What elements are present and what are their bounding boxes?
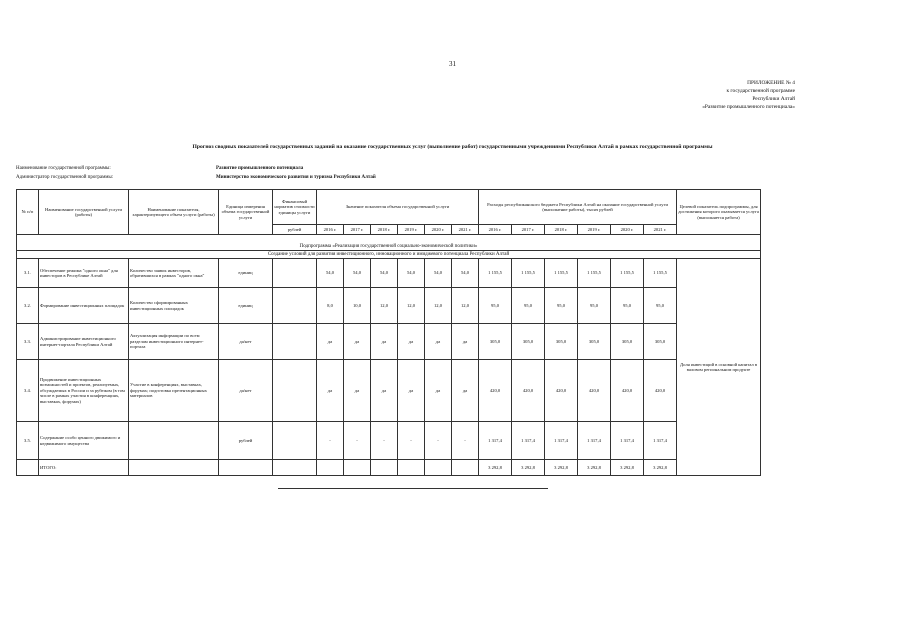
expense-cell: 1 155,5	[512, 259, 545, 288]
expense-cell: 420,0	[512, 360, 545, 422]
volume-cell: -	[371, 422, 398, 460]
total-expense-cell: 3 292,8	[644, 460, 677, 476]
year-header: 2016 г.	[479, 225, 512, 235]
table-row	[17, 324, 761, 360]
forecast-table	[16, 189, 761, 476]
row-normative	[273, 259, 317, 288]
header-normative-unit: рублей	[273, 225, 317, 235]
expense-cell: 1 317,4	[611, 422, 644, 460]
volume-cell: да	[317, 324, 344, 360]
total-expense-cell: 3 292,8	[611, 460, 644, 476]
total-row	[17, 460, 761, 476]
table-row	[17, 288, 761, 324]
expense-cell: 1 317,4	[479, 422, 512, 460]
row-normative	[273, 422, 317, 460]
expense-cell: 1 317,4	[512, 422, 545, 460]
year-header: 2018 г.	[371, 225, 398, 235]
target-cell: Доля инвестиций в основной капитал в валовом региональном продукте	[677, 259, 761, 476]
row-service: Администрирование инвестиционного интернет-портала Республики Алтай	[39, 324, 129, 360]
row-num: 3.5.	[17, 422, 39, 460]
expense-cell: 420,0	[479, 360, 512, 422]
row-num: 3.3.	[17, 324, 39, 360]
expense-cell: 1 155,5	[578, 259, 611, 288]
year-header: 2020 г.	[425, 225, 452, 235]
year-header: 2019 г.	[398, 225, 425, 235]
year-header: 2021 г.	[644, 225, 677, 235]
program-label: Наименование государственной программы:	[16, 166, 111, 171]
row-unit: да/нет	[219, 324, 273, 360]
admin-label: Администратор государственной программы:	[16, 175, 114, 180]
expense-cell: 1 155,5	[479, 259, 512, 288]
row-service: Продвижение инвестиционных возможностей и проектов, реализуемых, обсуждаемых в России и за рубежом (в том числе в рамках участия в конференциях, выставках, форумах)	[39, 360, 129, 422]
total-label: ИТОГО:	[39, 460, 129, 476]
volume-cell: да	[452, 324, 479, 360]
row-unit: единиц	[219, 288, 273, 324]
volume-cell: 10,0	[344, 288, 371, 324]
volume-cell: -	[398, 422, 425, 460]
appendix-block	[702, 79, 795, 111]
page-number: 31	[449, 60, 456, 68]
expense-cell: 305,0	[545, 324, 578, 360]
row-indicator: Участие в конференциях, выставках, форумах; подготовка презентационных материалов	[129, 360, 219, 422]
expense-cell: 1 317,4	[578, 422, 611, 460]
volume-cell: да	[371, 324, 398, 360]
footer-rule	[278, 488, 548, 489]
volume-cell: да	[317, 360, 344, 422]
volume-cell: да	[425, 360, 452, 422]
row-indicator	[129, 422, 219, 460]
header-normative: Финансовый норматив стоимости единицы услуги	[273, 190, 317, 225]
row-normative	[273, 360, 317, 422]
subprogram-title: Подпрограмма «Реализация государственной социально-экономической политики»	[17, 243, 761, 251]
total-expense-cell: 3 292,8	[545, 460, 578, 476]
table-row	[17, 259, 761, 288]
volume-cell: да	[398, 324, 425, 360]
expense-cell: 420,0	[611, 360, 644, 422]
year-header: 2020 г.	[611, 225, 644, 235]
row-normative	[273, 324, 317, 360]
volume-cell: 54,0	[344, 259, 371, 288]
header-target: Целевой показатель подпрограммы, для достижения которого оказывается услуга (выполняется работа)	[677, 190, 761, 235]
year-header: 2018 г.	[545, 225, 578, 235]
appendix-line: к государственной программе	[726, 88, 795, 94]
row-indicator: Количество сформированных инвестиционных площадок	[129, 288, 219, 324]
expense-cell: 305,0	[644, 324, 677, 360]
expense-cell: 420,0	[545, 360, 578, 422]
volume-cell: 12,0	[398, 288, 425, 324]
volume-cell: 12,0	[452, 288, 479, 324]
task-title: Создание условий для развития инвестиционного, инновационного и имиджевого потенциала Республики Алтай	[17, 251, 761, 259]
header-unit: Единица измерения объема государственной услуги	[219, 190, 273, 235]
expense-cell: 1 155,5	[644, 259, 677, 288]
volume-cell: да	[344, 360, 371, 422]
header-volume: Значение показателя объема государственной услуги	[317, 190, 479, 225]
volume-cell: 54,0	[317, 259, 344, 288]
volume-cell: да	[398, 360, 425, 422]
expense-cell: 1 317,4	[644, 422, 677, 460]
volume-cell: 54,0	[452, 259, 479, 288]
year-header: 2021 г.	[452, 225, 479, 235]
expense-cell: 95,0	[545, 288, 578, 324]
expense-cell: 305,0	[512, 324, 545, 360]
expense-cell: 420,0	[578, 360, 611, 422]
expense-cell: 95,0	[578, 288, 611, 324]
program-value: Развитие промышленного потенциала	[216, 166, 304, 171]
volume-cell: да	[344, 324, 371, 360]
volume-cell: 54,0	[425, 259, 452, 288]
row-service: Содержание особо ценного движимого и недвижимого имущества	[39, 422, 129, 460]
header-service: Наименование государственной услуги (работы)	[39, 190, 129, 235]
year-header: 2017 г.	[344, 225, 371, 235]
volume-cell: 8,0	[317, 288, 344, 324]
appendix-line: Республики Алтай	[752, 96, 795, 102]
volume-cell: 12,0	[425, 288, 452, 324]
volume-cell: -	[344, 422, 371, 460]
header-num: № п/п	[17, 190, 39, 235]
header-expense: Расходы республиканского бюджета Республики Алтай на оказание государственной услуги (выполнение работы), тысяч рублей	[479, 190, 677, 225]
volume-cell: 12,0	[371, 288, 398, 324]
year-header: 2016 г.	[317, 225, 344, 235]
row-service: Обеспечение режима "одного окна" для инвесторов в Республике Алтай	[39, 259, 129, 288]
expense-cell: 420,0	[644, 360, 677, 422]
expense-cell: 305,0	[479, 324, 512, 360]
row-indicator: Количество заявок инвесторов, обратившихся в рамках "одного окна"	[129, 259, 219, 288]
row-num: 3.4.	[17, 360, 39, 422]
volume-cell: 54,0	[398, 259, 425, 288]
volume-cell: -	[452, 422, 479, 460]
volume-cell: да	[425, 324, 452, 360]
row-unit: рублей	[219, 422, 273, 460]
row-unit: да/нет	[219, 360, 273, 422]
expense-cell: 95,0	[479, 288, 512, 324]
row-normative	[273, 288, 317, 324]
expense-cell: 95,0	[611, 288, 644, 324]
volume-cell: -	[425, 422, 452, 460]
total-expense-cell: 3 292,8	[578, 460, 611, 476]
table-row	[17, 360, 761, 422]
row-service: Формирование инвестиционных площадок	[39, 288, 129, 324]
row-indicator: Актуализация информации по всем разделам инвестиционного интернет-портала	[129, 324, 219, 360]
total-expense-cell: 3 292,8	[479, 460, 512, 476]
header-indicator: Наименование показателя, характеризующего объем услуги (работы)	[129, 190, 219, 235]
year-header: 2017 г.	[512, 225, 545, 235]
row-num: 3.2.	[17, 288, 39, 324]
document-title: Прогноз сводных показателей государственных заданий на оказание государственных услуг (выполнение работ) государственными учреждениями Республики Алтай в рамках государственной программы	[192, 144, 713, 150]
volume-cell: -	[317, 422, 344, 460]
row-unit: единиц	[219, 259, 273, 288]
expense-cell: 95,0	[644, 288, 677, 324]
row-num: 3.1.	[17, 259, 39, 288]
expense-cell: 1 155,5	[545, 259, 578, 288]
expense-cell: 1 317,4	[545, 422, 578, 460]
year-header: 2019 г.	[578, 225, 611, 235]
appendix-line: ПРИЛОЖЕНИЕ № 4	[747, 80, 795, 86]
appendix-line: «Развитие промышленного потенциала»	[702, 104, 795, 110]
expense-cell: 305,0	[611, 324, 644, 360]
expense-cell: 305,0	[578, 324, 611, 360]
admin-value: Министерство экономического развития и туризма Республики Алтай	[216, 175, 376, 180]
volume-cell: да	[371, 360, 398, 422]
table-row	[17, 422, 761, 460]
expense-cell: 95,0	[512, 288, 545, 324]
expense-cell: 1 155,5	[611, 259, 644, 288]
volume-cell: да	[452, 360, 479, 422]
volume-cell: 54,0	[371, 259, 398, 288]
total-expense-cell: 3 292,8	[512, 460, 545, 476]
